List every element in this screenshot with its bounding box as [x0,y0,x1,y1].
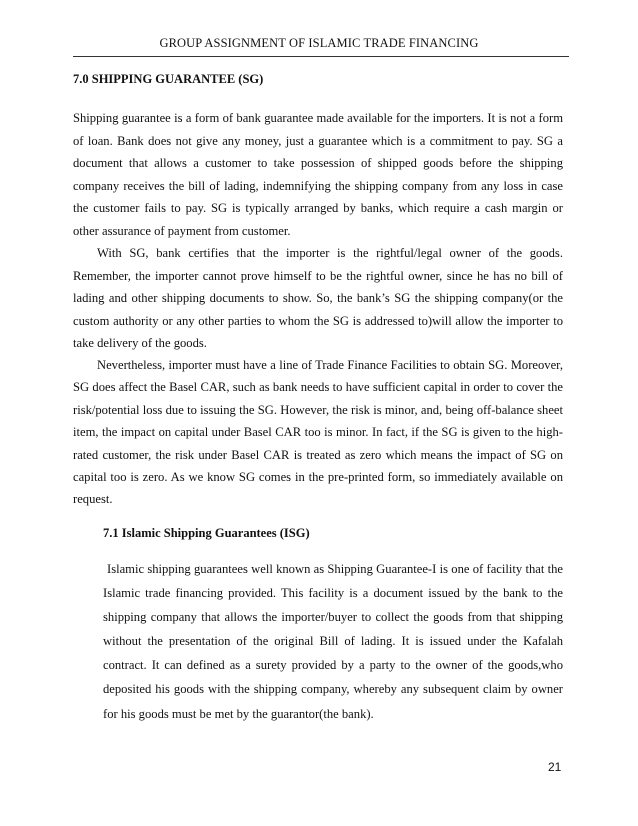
paragraph-islamic-guarantee: Islamic shipping guarantees well known as Shipping Guarantee-I is one of facility that the Islamic trade financing provided. This facility is a document issued by the bank to the shipping company that allows the importer/buyer to collect the goods from that shipping without the presentation of the original Bill of lading. It is issued under the Kafalah contract. It can defined as a surety provided by a party to the owner of the goods,who deposited his goods with the shipping company, whereby any subsequent claim by owner for his goods must be met by the guarantor(the bank). [103,562,563,721]
section-heading: 7.0 SHIPPING GUARANTEE (SG) [73,72,264,86]
subsection-heading: 7.1 Islamic Shipping Guarantees (ISG) [103,526,310,540]
page-number: 21 [548,760,562,774]
paragraph-definition: Shipping guarantee is a form of bank guarantee made available for the importers. It is not a form of loan. Bank does not give any money, just a guarantee which is a commitment to pay. SG a document that allows a customer to take possession of shipped goods before the shipping company receives the bill of lading, indemnifying the shipping company from any loss in case the customer fails to pay. SG is typically arranged by banks, which require a cash margin or other assurance of payment from customer. [73,111,563,238]
page-header: GROUP ASSIGNMENT OF ISLAMIC TRADE FINANCING [159,36,479,50]
paragraph-basel-car: Nevertheless, importer must have a line of Trade Finance Facilities to obtain SG. Moreover, SG does affect the Basel CAR, such as bank needs to have sufficient capital in order to cover the risk/potential loss due to issuing the SG. However, the risk is minor, and, being off-balance sheet item, the impact on capital under Basel CAR too is minor. In fact, if the SG is given to the high-rated customer, the risk under Basel CAR is treated as zero which means the impact of SG on capital too is zero. As we know SG comes in the pre-printed form, so immediately available on request. [73,358,563,507]
header-divider [73,56,569,57]
paragraph-certification: With SG, bank certifies that the importer is the rightful/legal owner of the goods. Remember, the importer cannot prove himself to be the rightful owner, since he has no bill of lading and other shipping documents to show. So, the bank’s SG the shipping company(or the custom authority or any other parties to whom the SG is addressed to)will allow the importer to take delivery of the goods. [73,246,563,350]
